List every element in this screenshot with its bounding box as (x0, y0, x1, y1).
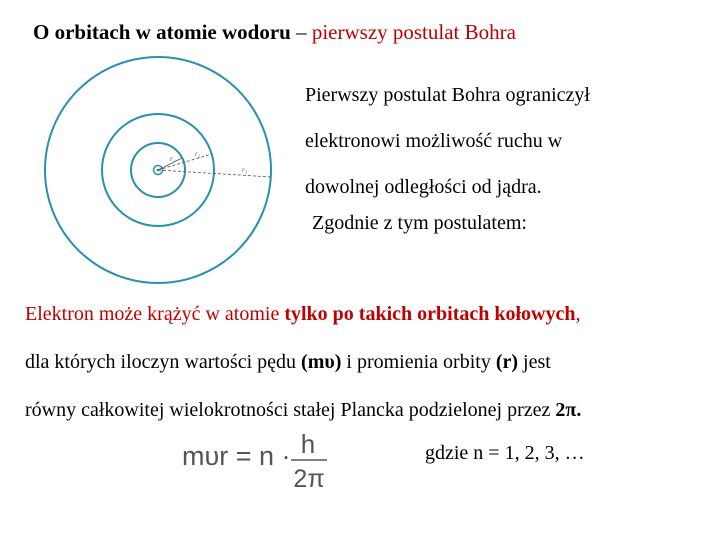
statement-text: Elektron może krążyć w atomie (25, 303, 285, 325)
radius-symbol: (r) (495, 351, 519, 373)
statement-text: jest (518, 351, 551, 373)
intro-line-3: dowolnej odległości od jądra. (305, 176, 542, 198)
intro-line-2: elektronowi możliwość ruchu w (305, 130, 563, 152)
orbit-label-r2: r₂ (195, 150, 201, 158)
title-dash: – (290, 20, 312, 44)
intro-text (305, 72, 705, 210)
bohr-orbit-diagram (30, 50, 290, 290)
statement-text: , (575, 303, 581, 325)
statement-emphasis: tylko po takich orbitach kołowych (284, 303, 576, 325)
postulate-intro: Zgodnie z tym postulatem: (312, 212, 527, 234)
title-subtitle: pierwszy postulat Bohra (311, 20, 516, 44)
statement-text: dla których iloczyn wartości pędu (25, 351, 302, 373)
intro-line-1: Pierwszy postulat Bohra ograniczył (305, 84, 590, 106)
statement-line-1 (25, 290, 715, 338)
momentum-symbol: (mυ) (301, 351, 342, 373)
orbit-label-r3: r₃ (242, 166, 248, 174)
formula-denominator: 2π (293, 465, 325, 493)
formula-lhs: mυr = n · (182, 441, 291, 471)
bohr-quantization-formula (178, 425, 338, 495)
title-main: O orbitach w atomie wodoru (33, 20, 291, 44)
statement-text: i promienia orbity (341, 351, 496, 373)
orbit-label-r1: r₁ (170, 155, 176, 163)
statement-line-3 (25, 386, 715, 434)
formula-numerator: h (300, 429, 316, 459)
statement-line-2 (25, 338, 715, 386)
two-pi-symbol: 2π. (555, 399, 582, 421)
statement-text: równy całkowitej wielokrotności stałej Plancka podzielonej przez (25, 399, 556, 421)
postulate-statement (25, 290, 715, 434)
slide-title (33, 20, 516, 45)
quantum-number-note: gdzie n = 1, 2, 3, … (425, 442, 585, 464)
